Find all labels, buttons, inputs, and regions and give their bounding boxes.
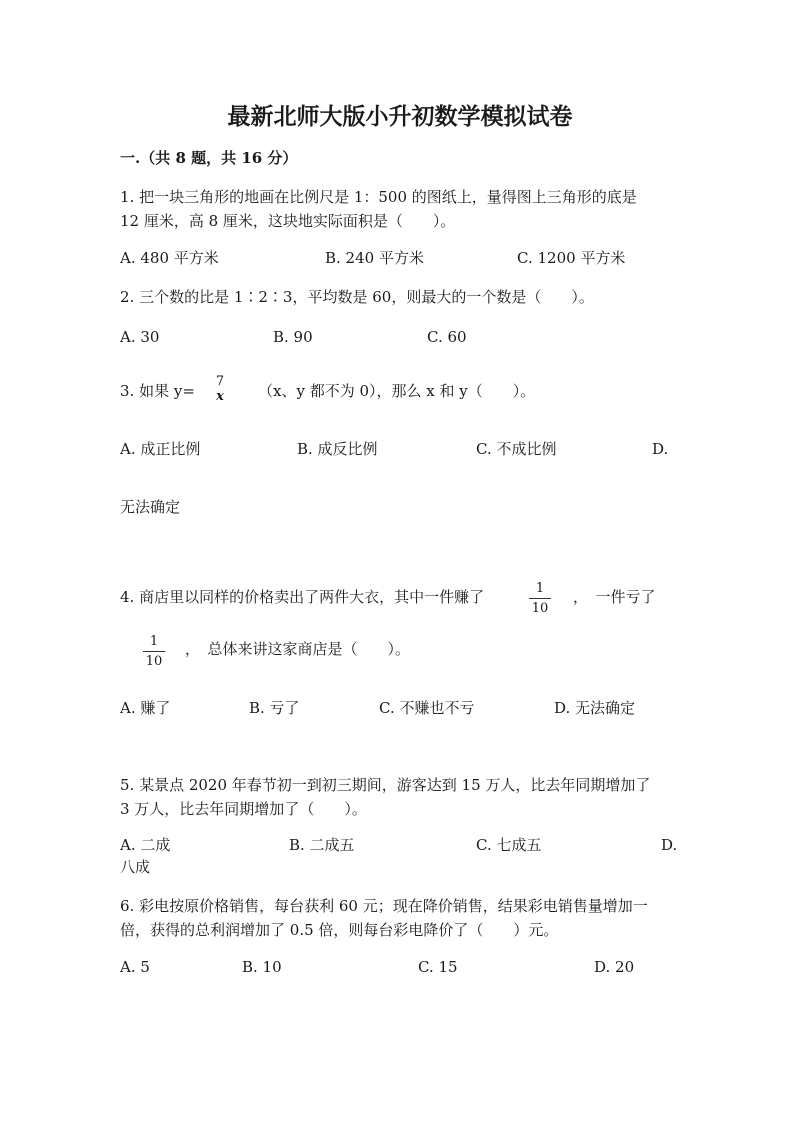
q3-option-c: C. 不成比例 [476, 440, 557, 458]
page-title: 最新北师大版小升初数学模拟试卷 [227, 103, 573, 130]
q2-option-b: B. 90 [273, 328, 313, 346]
q1-text-line1: 1. 把一块三角形的地画在比例尺是 1：500 的图纸上，量得图上三角形的底是 [120, 188, 637, 206]
q1-option-a: A. 480 平方米 [120, 249, 219, 267]
q6-option-b: B. 10 [242, 958, 282, 976]
q4-option-b: B. 亏了 [249, 699, 300, 717]
q3-fraction [212, 374, 228, 404]
q3-option-b: B. 成反比例 [297, 440, 378, 458]
q3-text-prefix: 3. 如果 y= [120, 382, 195, 400]
q5-option-a: A. 二成 [120, 836, 171, 854]
q3-fraction-denominator: x [216, 389, 224, 404]
q4-fraction-2 [143, 634, 165, 669]
q4-option-a: A. 赚了 [120, 699, 171, 717]
q4-fraction-2-bar [143, 651, 165, 652]
q6-option-d: D. 20 [594, 958, 635, 976]
q4-option-d: D. 无法确定 [554, 699, 636, 717]
q2-text: 2. 三个数的比是 1∶2∶3，平均数是 60，则最大的一个数是（ ）。 [120, 288, 594, 306]
q1-option-c: C. 1200 平方米 [517, 249, 626, 267]
q5-option-d-text: 八成 [120, 858, 151, 876]
q4-text-line1b: ， 一件亏了 [573, 588, 656, 606]
q5-option-d: D. [661, 836, 678, 854]
q2-option-c: C. 60 [427, 328, 467, 346]
q4-fraction-1-bar [529, 598, 551, 599]
q4-fraction-1 [529, 581, 551, 616]
q1-text-line2: 12 厘米，高 8 厘米，这块地实际面积是（ ）。 [120, 212, 456, 230]
q4-fraction-1-numerator: 1 [535, 581, 545, 596]
q5-text-line1: 5. 某景点 2020 年春节初一到初三期间，游客达到 15 万人，比去年同期增加了 [120, 776, 651, 794]
section-heading: 一.（共 8 题，共 16 分） [120, 149, 298, 167]
q3-fraction-numerator: 7 [215, 374, 225, 389]
q3-option-a: A. 成正比例 [120, 440, 201, 458]
q6-text-line2: 倍，获得的总利润增加了 0.5 倍，则每台彩电降价了（ ）元。 [120, 921, 559, 939]
q3-text-suffix: （x、y 都不为 0），那么 x 和 y（ ）。 [258, 382, 536, 400]
q4-option-c: C. 不赚也不亏 [379, 699, 475, 717]
q3-option-d: D. [652, 440, 669, 458]
q5-text-line2: 3 万人，比去年同期增加了（ ）。 [120, 800, 367, 818]
q1-option-b: B. 240 平方米 [325, 249, 424, 267]
q4-fraction-2-numerator: 1 [149, 634, 159, 649]
q4-fraction-2-denominator: 10 [145, 654, 163, 669]
q4-fraction-1-denominator: 10 [531, 601, 549, 616]
q4-text-line1a: 4. 商店里以同样的价格卖出了两件大衣，其中一件赚了 [120, 588, 485, 606]
q6-text-line1: 6. 彩电按原价格销售，每台获利 60 元；现在降价销售，结果彩电销售量增加一 [120, 897, 648, 915]
q2-option-a: A. 30 [120, 328, 160, 346]
q6-option-a: A. 5 [120, 958, 150, 976]
q5-option-c: C. 七成五 [476, 836, 542, 854]
q5-option-b: B. 二成五 [289, 836, 355, 854]
q4-text-line2: ， 总体来讲这家商店是（ ）。 [185, 640, 411, 658]
q3-option-d-text: 无法确定 [120, 498, 181, 516]
q6-option-c: C. 15 [418, 958, 458, 976]
